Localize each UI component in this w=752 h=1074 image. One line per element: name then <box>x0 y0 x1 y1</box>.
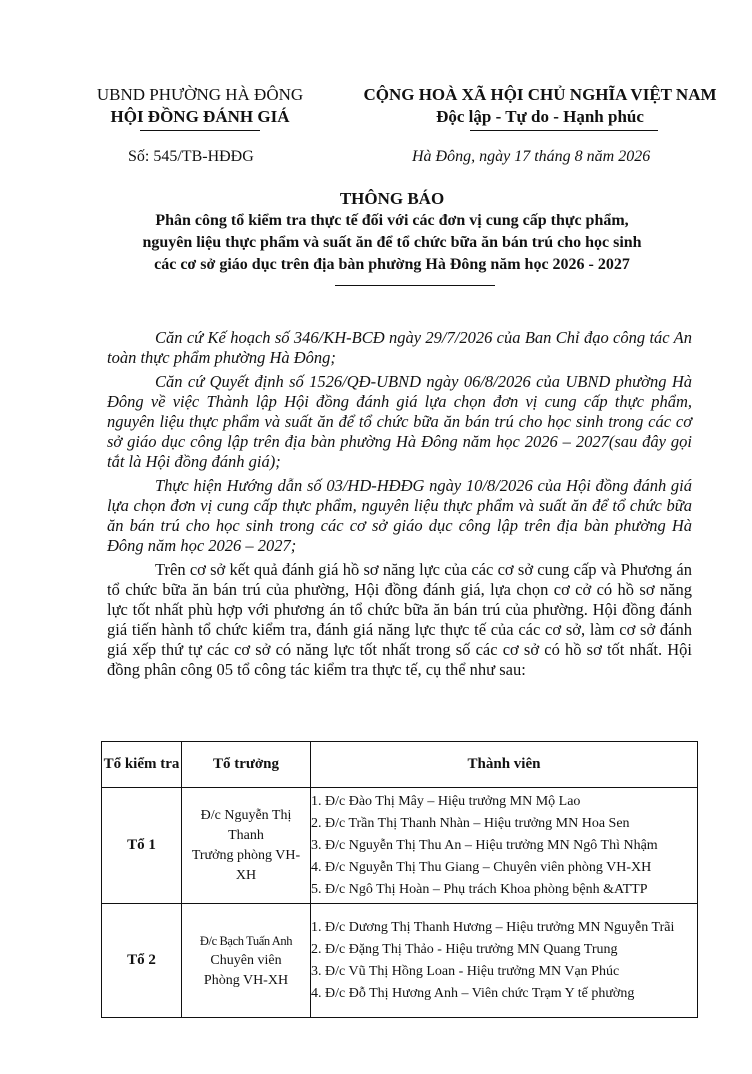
header-leader: Tổ trưởng <box>182 742 311 788</box>
leader-title: Trưởng phòng VH-XH <box>191 847 301 883</box>
table-header-row <box>102 742 698 788</box>
header-team: Tổ kiểm tra <box>102 742 182 788</box>
title-line-2: nguyên liệu thực phẩm và suất ăn để tổ chức bữa ăn bán trú cho học sinh <box>142 234 642 251</box>
leader-name: Đ/c Bạch Tuấn Anh <box>199 933 293 948</box>
leader-title: Phòng VH-XH <box>203 972 289 988</box>
table-row <box>102 904 698 1018</box>
member-item: 4. Đ/c Nguyễn Thị Thu Giang – Chuyên viên phòng VH-XH <box>311 859 652 875</box>
members-cell <box>311 788 698 904</box>
member-item: 2. Đ/c Trần Thị Thanh Nhàn – Hiệu trưởng MN Hoa Sen <box>311 815 630 831</box>
title-line-3: các cơ sở giáo dục trên địa bàn phường Hà Đông năm học 2026 - 2027 <box>154 256 630 273</box>
member-item: 3. Đ/c Nguyễn Thị Thu An – Hiệu trưởng MN Ngô Thì Nhậm <box>311 837 658 853</box>
national-title: CỘNG HOÀ XÃ HỘI CHỦ NGHĨA VIỆT NAM <box>363 85 717 104</box>
paragraph-guidance: Thực hiện Hướng dẫn số 03/HD-HĐĐG ngày 10/8/2026 của Hội đồng đánh giá lựa chọn đơn vị cung cấp thực phẩm, nguyên liệu thực phẩm và suất ăn để tổ chức bữa ăn bán trú cho học sinh trong các cơ sở giáo dục công lập trên địa bàn phường Hà Đông năm học 2026 – 2027; <box>107 476 692 555</box>
title-line-1: Phân công tổ kiểm tra thực tế đối với các đơn vị cung cấp thực phẩm, <box>155 212 629 229</box>
leader-cell <box>182 904 311 1018</box>
issuer-block <box>70 84 330 128</box>
document-number: Số: 545/TB-HĐĐG <box>128 148 254 165</box>
member-item: 3. Đ/c Vũ Thị Hồng Loan - Hiệu trưởng MN Vạn Phúc <box>311 963 620 979</box>
title-underline <box>335 285 495 286</box>
issuer-underline <box>140 130 260 131</box>
leader-name: Đ/c Nguyễn Thị Thanh <box>200 807 292 843</box>
members-cell <box>311 904 698 1018</box>
team-cell: Tổ 2 <box>102 904 182 1018</box>
member-item: 1. Đ/c Dương Thị Thanh Hương – Hiệu trưởng MN Nguyễn Trãi <box>311 919 675 935</box>
member-item: 5. Đ/c Ngô Thị Hoàn – Phụ trách Khoa phòng bệnh &ATTP <box>311 881 648 897</box>
issuer-authority: UBND PHƯỜNG HÀ ĐÔNG <box>96 85 304 104</box>
table-row <box>102 788 698 904</box>
document-title: THÔNG BÁO <box>339 189 445 208</box>
leader-title: Chuyên viên <box>210 952 282 968</box>
assignment-table <box>101 741 698 1018</box>
member-item: 4. Đ/c Đỗ Thị Hương Anh – Viên chức Trạm Y tế phường <box>311 985 635 1001</box>
paragraph-basis-decision: Căn cứ Quyết định số 1526/QĐ-UBND ngày 06/8/2026 của UBND phường Hà Đông về việc Thành lập Hội đồng đánh giá lựa chọn đơn vị cung cấp thực phẩm, nguyên liệu thực phẩm và suất ăn để tổ chức bữa ăn bán trú cho học sinh trong các cơ sở giáo dục công lập trên địa bàn phường Hà Đông năm học 2026 – 2027(sau đây gọi tắt là Hội đồng đánh giá); <box>107 372 692 471</box>
national-motto: Độc lập - Tự do - Hạnh phúc <box>436 107 644 126</box>
issuer-council: HỘI ĐỒNG ĐÁNH GIÁ <box>110 107 290 126</box>
body-text <box>107 328 692 684</box>
member-item: 1. Đ/c Đào Thị Mây – Hiệu trưởng MN Mộ Lao <box>311 793 581 809</box>
national-motto-block <box>330 84 750 128</box>
leader-cell <box>182 788 311 904</box>
team-cell: Tổ 1 <box>102 788 182 904</box>
header-members: Thành viên <box>311 742 698 788</box>
member-item: 2. Đ/c Đặng Thị Thảo - Hiệu trưởng MN Quang Trung <box>311 941 618 957</box>
place-date: Hà Đông, ngày 17 tháng 8 năm 2026 <box>412 148 651 165</box>
paragraph-assignment: Trên cơ sở kết quả đánh giá hồ sơ năng lực của các cơ sở cung cấp và Phương án tổ chức bữa ăn bán trú của phường, Hội đồng đánh giá, lựa chọn cơ cở có hồ sơ năng lực tốt nhất phù hợp với phương án tổ chức bữa ăn bán trú của phường. Hội đồng đánh giá tiến hành tổ chức kiểm tra, đánh giá năng lực thực tế của các cơ sở, làm cơ sở đánh giá xếp thứ tự các cơ sở có năng lực tốt nhất trong số các cơ sở có hồ sơ tốt nhất. Hội đồng phân công 05 tổ công tác kiểm tra thực tế, cụ thể như sau: <box>107 560 692 679</box>
document-title-block <box>100 188 684 276</box>
paragraph-basis-plan: Căn cứ Kế hoạch số 346/KH-BCĐ ngày 29/7/2026 của Ban Chỉ đạo công tác An toàn thực phẩm phường Hà Đông; <box>107 328 692 367</box>
motto-underline <box>470 130 658 131</box>
